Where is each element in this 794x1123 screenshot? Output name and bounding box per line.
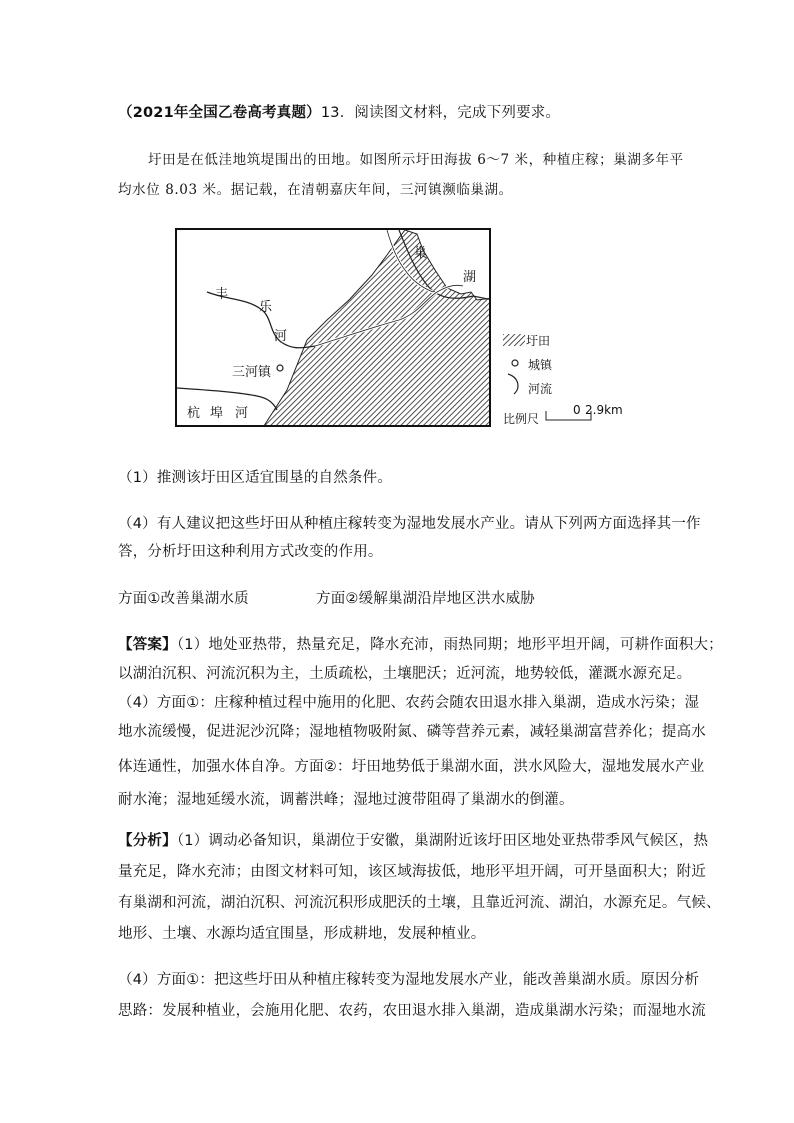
legend-polder-label: 圩田	[526, 334, 551, 348]
map-label-lake-1: 巢	[414, 246, 428, 261]
map-label-lake-2: 湖	[463, 270, 477, 285]
map-label-river-le: 乐	[259, 300, 273, 315]
town-legend-icon	[510, 358, 520, 368]
map-label-river-he: 河	[274, 329, 288, 344]
legend-town-label: 城镇	[528, 358, 553, 372]
answer-line-5: 体连通性，加强水体自净。方面②：圩田地势低于巢湖水面，洪水风险大，湿地发展水产业	[118, 759, 705, 775]
question-intro-line-1: 圩田是在低洼地筑堤围出的田地。如图所示圩田海拔 6～7 米，种植庄稼；巢湖多年平	[148, 152, 684, 168]
answer-line-1	[118, 633, 723, 654]
question-number-text: 13．阅读图文材料，完成下列要求。	[320, 105, 561, 121]
answer-line-4: 地水流缓慢，促进泥沙沉降；湿地植物吸附氮、磷等营养元素，减轻巢湖富营养化；提高水	[118, 724, 706, 740]
map-label-canal-1: 杭	[187, 406, 201, 421]
answer-line-2: 以湖泊沉积、河流沉积为主，土质疏松，土壤肥沃；近河流，地势较低，灌溉水源充足。	[118, 666, 692, 682]
map-label-river-feng: 丰	[215, 287, 229, 302]
map-label-canal-3: 河	[235, 406, 249, 421]
map-label-town: 三河镇	[232, 365, 272, 380]
legend-scale-end: 2.9km	[585, 403, 623, 417]
aspect-1: 方面①改善巢湖水质	[118, 591, 249, 607]
analysis-line-6: 思路：发展种植业，会施用化肥、农药，农田退水排入巢湖，造成巢湖水污染；而湿地水流	[118, 1003, 706, 1019]
legend-scale-start: 0	[573, 403, 581, 417]
river-legend-icon	[504, 372, 528, 396]
answer-line-6: 耐水淹；湿地延缓水流，调蓄洪峰；湿地过渡带阻碍了巢湖水的倒灌。	[118, 792, 574, 808]
legend-scale-label: 比例尺	[503, 412, 540, 426]
analysis-line-4: 地形、土壤、水源均适宜围垦，形成耕地，发展种植业。	[118, 926, 486, 942]
answer-text-1: （1）地处亚热带，热量充足，降水充沛，雨热同期；地形平坦开阔，可耕作面积大；	[176, 637, 723, 653]
polder-area	[262, 230, 491, 427]
answer-label: 【答案】	[118, 637, 177, 653]
question-intro-line-2: 均水位 8.03 米。据记载，在清朝嘉庆年间，三河镇濒临巢湖。	[118, 182, 513, 198]
polder-map	[175, 228, 491, 427]
polder-legend-swatch	[503, 334, 525, 346]
analysis-label: 【分析】	[118, 833, 177, 849]
sub-question-4-line-1: （4）有人建议把这些圩田从种植庄稼转变为湿地发展水产业。请从下列两方面选择其一作	[118, 516, 701, 532]
question-source-tag: （2021年全国乙卷高考真题）	[118, 105, 321, 121]
analysis-line-1	[118, 829, 708, 850]
question-header	[118, 101, 560, 122]
analysis-line-3: 有巢湖和河流，湖泊沉积、河流沉积形成肥沃的土壤，且靠近河流、湖泊，水源充足。气候、	[118, 895, 721, 911]
aspect-2: 方面②缓解巢湖沿岸地区洪水威胁	[316, 591, 535, 607]
legend-river-label: 河流	[528, 382, 553, 396]
sub-question-4-line-2: 答，分析圩田这种利用方式改变的作用。	[118, 544, 383, 560]
answer-line-3: （4）方面①：庄稼种植过程中施用的化肥、农药会随农田退水排入巢湖，造成水污染；湿	[118, 695, 700, 711]
analysis-line-5: （4）方面①：把这些圩田从种植庄稼转变为湿地发展水产业，能改善巢湖水质。原因分析	[118, 972, 700, 988]
analysis-line-2: 量充足，降水充沛；由图文材料可知，该区域海拔低，地形平坦开阔，可开垦面积大；附近	[118, 864, 706, 880]
polder-map-drawing	[177, 230, 491, 427]
map-label-canal-2: 埠	[210, 406, 224, 421]
town-symbol	[277, 365, 283, 371]
analysis-text-1: （1）调动必备知识，巢湖位于安徽，巢湖附近该圩田区地处亚热带季风气候区，热	[176, 833, 709, 849]
sub-question-1: （1）推测该圩田区适宜围垦的自然条件。	[118, 470, 393, 486]
